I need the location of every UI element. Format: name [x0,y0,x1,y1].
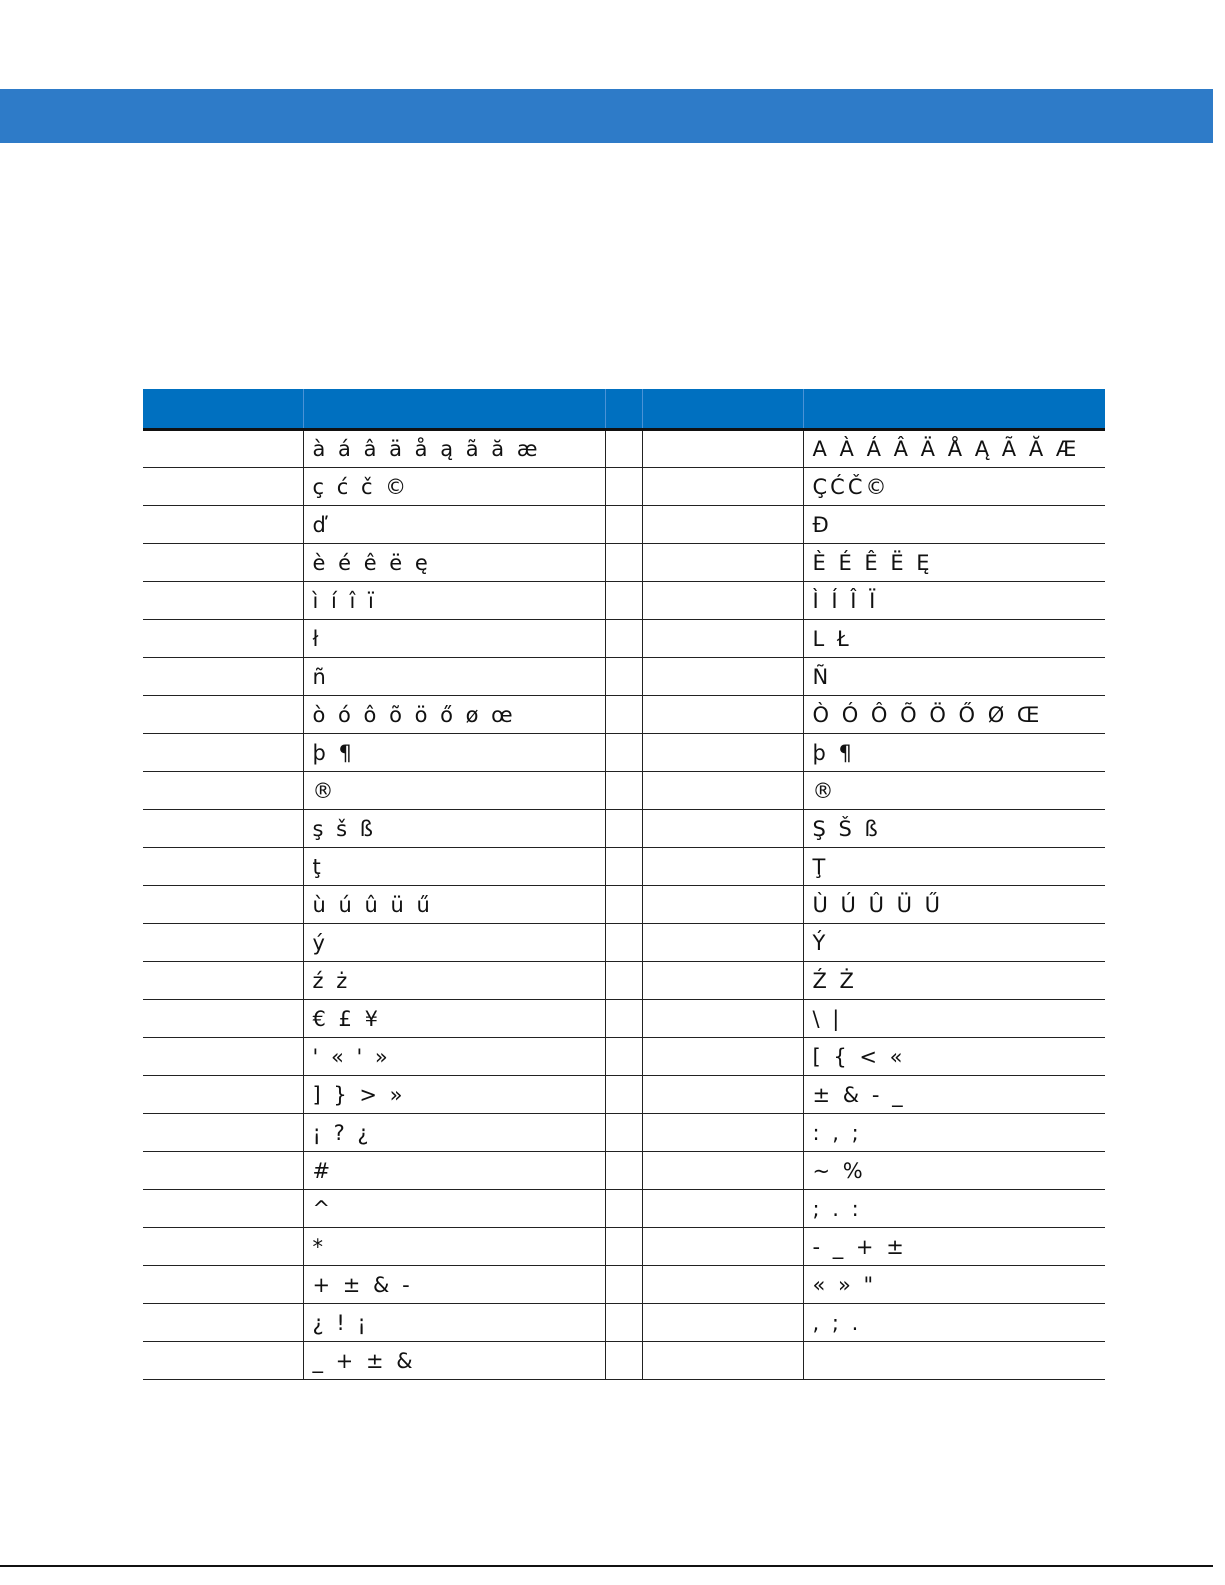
spacer-cell [605,696,642,734]
table-row [143,886,1105,924]
table-row [143,810,1105,848]
key-cell [642,582,803,620]
lowercase-chars-cell: ì í î ï [303,582,605,620]
table-row [143,506,1105,544]
uppercase-chars-cell: ® [803,772,1105,810]
lowercase-chars-cell: ® [303,772,605,810]
key-cell [642,1342,803,1380]
key-cell [143,468,303,506]
key-cell [143,848,303,886]
table-row [143,430,1105,468]
table-row [143,658,1105,696]
lowercase-chars-cell: _ + ± & [303,1342,605,1380]
uppercase-chars-cell: ; . : [803,1190,1105,1228]
key-cell [642,1114,803,1152]
table-row [143,848,1105,886]
key-cell [143,1342,303,1380]
key-cell [143,696,303,734]
lowercase-chars-cell: # [303,1152,605,1190]
uppercase-chars-cell: Ì Í Î Ï [803,582,1105,620]
lowercase-chars-cell: ţ [303,848,605,886]
table-row [143,1000,1105,1038]
uppercase-chars-cell: ÇĆČ© [803,468,1105,506]
key-cell [143,1228,303,1266]
key-cell [642,848,803,886]
key-cell [143,1152,303,1190]
lowercase-chars-cell: ù ú û ü ű [303,886,605,924]
table-row [143,582,1105,620]
uppercase-chars-cell: È É Ê Ë Ę [803,544,1105,582]
lowercase-chars-cell: * [303,1228,605,1266]
table-row [143,1266,1105,1304]
key-cell [143,1076,303,1114]
key-cell [642,506,803,544]
key-cell [642,962,803,1000]
uppercase-chars-cell: « » " [803,1266,1105,1304]
spacer-cell [605,1152,642,1190]
lowercase-chars-cell: ç ć č © [303,468,605,506]
spacer-cell [605,1076,642,1114]
table-row [143,620,1105,658]
lowercase-chars-cell: ] } > » [303,1076,605,1114]
uppercase-chars-cell: ~ % [803,1152,1105,1190]
lowercase-chars-cell: ď [303,506,605,544]
uppercase-chars-cell: Ñ [803,658,1105,696]
key-cell [143,886,303,924]
key-cell [642,810,803,848]
key-cell [642,1076,803,1114]
uppercase-chars-cell: Ý [803,924,1105,962]
table-header [143,389,1105,430]
key-cell [642,1228,803,1266]
table-row [143,696,1105,734]
key-cell [642,620,803,658]
key-cell [642,772,803,810]
key-cell [143,620,303,658]
header-cell-1 [143,389,303,430]
spacer-cell [605,582,642,620]
key-cell [143,924,303,962]
key-cell [143,962,303,1000]
spacer-cell [605,620,642,658]
table-row [143,544,1105,582]
key-cell [143,1266,303,1304]
key-cell [642,734,803,772]
uppercase-chars-cell: Ş Š ß [803,810,1105,848]
key-cell [143,1304,303,1342]
spacer-cell [605,1304,642,1342]
key-cell [642,468,803,506]
spacer-cell [605,1342,642,1380]
spacer-cell [605,430,642,468]
table-row [143,924,1105,962]
uppercase-chars-cell: , ; . [803,1304,1105,1342]
lowercase-chars-cell: ź ż [303,962,605,1000]
header-cell-3 [605,389,642,430]
table-header-row [143,389,1105,430]
key-cell [143,1114,303,1152]
special-characters-table [143,389,1105,1380]
spacer-cell [605,810,642,848]
spacer-cell [605,1266,642,1304]
uppercase-chars-cell: þ ¶ [803,734,1105,772]
key-cell [642,1000,803,1038]
table-row [143,1304,1105,1342]
table-row [143,468,1105,506]
uppercase-chars-cell: - _ + ± [803,1228,1105,1266]
lowercase-chars-cell: € £ ¥ [303,1000,605,1038]
spacer-cell [605,962,642,1000]
key-cell [642,1152,803,1190]
key-cell [143,582,303,620]
table-row [143,1114,1105,1152]
table-row [143,1152,1105,1190]
lowercase-chars-cell: ¿ ! ¡ [303,1304,605,1342]
key-cell [642,924,803,962]
uppercase-chars-cell: Ò Ó Ô Õ Ö Ő Ø Œ [803,696,1105,734]
key-cell [143,506,303,544]
lowercase-chars-cell: ^ [303,1190,605,1228]
uppercase-chars-cell: Đ [803,506,1105,544]
lowercase-chars-cell: ý [303,924,605,962]
table-row [143,1342,1105,1380]
uppercase-chars-cell: A À Á Â Ä Å Ą Ã Ă Æ [803,430,1105,468]
uppercase-chars-cell: L Ł [803,620,1105,658]
uppercase-chars-cell: : , ; [803,1114,1105,1152]
key-cell [642,886,803,924]
key-cell [143,1038,303,1076]
footer-rule [0,1565,1213,1567]
uppercase-chars-cell: \ | [803,1000,1105,1038]
key-cell [642,1038,803,1076]
key-cell [642,658,803,696]
table-row [143,1228,1105,1266]
spacer-cell [605,1114,642,1152]
key-cell [642,544,803,582]
spacer-cell [605,848,642,886]
table-row [143,1038,1105,1076]
spacer-cell [605,734,642,772]
spacer-cell [605,886,642,924]
uppercase-chars-cell: ± & - _ [803,1076,1105,1114]
lowercase-chars-cell: è é ê ë ę [303,544,605,582]
lowercase-chars-cell: ş š ß [303,810,605,848]
table-body [143,430,1105,1380]
key-cell [642,1190,803,1228]
key-cell [143,734,303,772]
key-cell [642,1266,803,1304]
key-cell [143,544,303,582]
spacer-cell [605,924,642,962]
lowercase-chars-cell: ¡ ? ¿ [303,1114,605,1152]
uppercase-chars-cell: Ź Ż [803,962,1105,1000]
lowercase-chars-cell: + ± & - [303,1266,605,1304]
spacer-cell [605,1190,642,1228]
header-cell-4 [642,389,803,430]
key-cell [642,430,803,468]
header-cell-5 [803,389,1105,430]
lowercase-chars-cell: ' « ' » [303,1038,605,1076]
key-cell [143,772,303,810]
key-cell [143,1190,303,1228]
lowercase-chars-cell: à á â ä å ą ã ă æ [303,430,605,468]
spacer-cell [605,506,642,544]
spacer-cell [605,658,642,696]
key-cell [143,810,303,848]
uppercase-chars-cell [803,1342,1105,1380]
uppercase-chars-cell: [ { < « [803,1038,1105,1076]
key-cell [642,696,803,734]
spacer-cell [605,544,642,582]
key-cell [143,658,303,696]
table-row [143,734,1105,772]
header-banner [0,89,1213,143]
spacer-cell [605,468,642,506]
spacer-cell [605,1228,642,1266]
header-cell-2 [303,389,605,430]
key-cell [143,1000,303,1038]
key-cell [642,1304,803,1342]
lowercase-chars-cell: ł [303,620,605,658]
key-cell [143,430,303,468]
table-row [143,962,1105,1000]
uppercase-chars-cell: Ù Ú Û Ü Ű [803,886,1105,924]
uppercase-chars-cell: Ţ [803,848,1105,886]
spacer-cell [605,772,642,810]
spacer-cell [605,1000,642,1038]
table-row [143,772,1105,810]
lowercase-chars-cell: þ ¶ [303,734,605,772]
table-row [143,1076,1105,1114]
lowercase-chars-cell: ò ó ô õ ö ő ø œ [303,696,605,734]
spacer-cell [605,1038,642,1076]
table-row [143,1190,1105,1228]
lowercase-chars-cell: ñ [303,658,605,696]
